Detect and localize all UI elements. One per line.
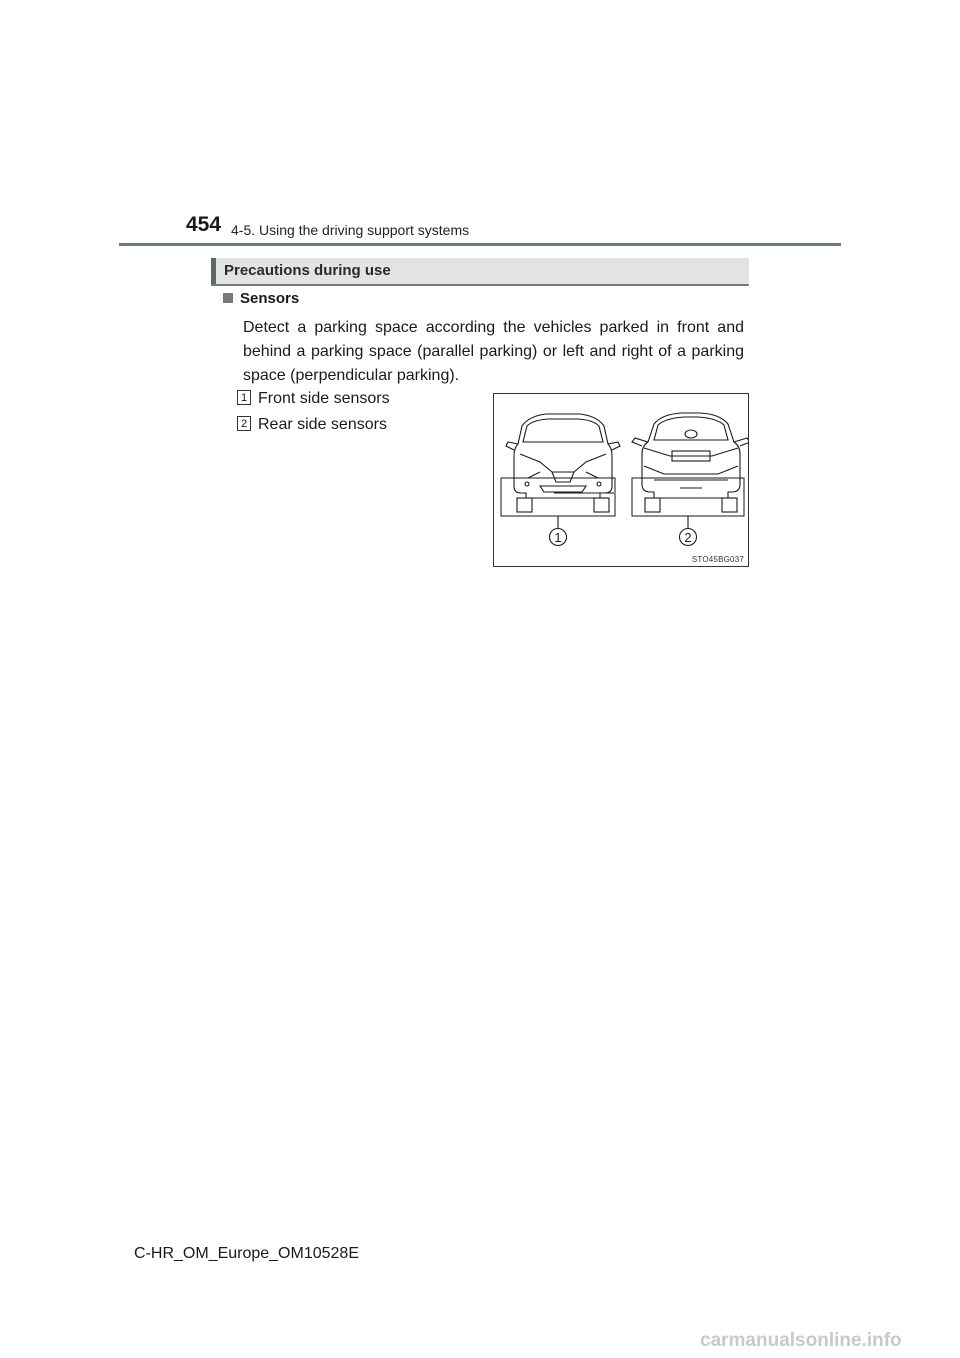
- legend-item-front-sensors: [237, 390, 390, 408]
- legend-number-1: 1: [237, 390, 251, 405]
- footer-document-id: C-HR_OM_Europe_OM10528E: [134, 1245, 359, 1262]
- rear-sensor-zone: [632, 478, 744, 516]
- callout-1: [550, 516, 567, 546]
- section-title-label: Precautions during use: [224, 262, 391, 279]
- sub-heading-label: Sensors: [240, 290, 300, 307]
- page-number: 454: [186, 213, 222, 236]
- legend-number-2: 2: [237, 416, 251, 431]
- sensor-figure: [493, 393, 749, 567]
- legend-label-1: Front side sensors: [258, 390, 390, 407]
- car-rear-view-icon: [632, 413, 748, 512]
- body-paragraph: Detect a parking space according the vehicles parked in front and behind a parking space (parallel parking) or left and right of a parking space (perpendicular parking).: [243, 319, 744, 384]
- car-front-view-icon: [506, 414, 620, 512]
- callout-2-label: 2: [684, 530, 692, 545]
- watermark: carmanualsonline.info: [700, 1330, 902, 1351]
- section-bar: [211, 258, 749, 286]
- section-title: 4-5. Using the driving support systems: [231, 222, 470, 238]
- car-sensor-illustration: [494, 394, 748, 566]
- legend-label-2: Rear side sensors: [258, 416, 387, 433]
- callout-1-label: 1: [554, 530, 562, 545]
- square-bullet-icon: [223, 293, 233, 303]
- header-rule: [119, 243, 841, 246]
- callout-2: [680, 516, 697, 546]
- sub-heading: [223, 290, 299, 307]
- section-bar-accent: [211, 258, 216, 284]
- front-sensor-zone: [501, 478, 615, 516]
- figure-code: STO45BG037: [691, 555, 744, 564]
- legend-item-rear-sensors: [237, 416, 387, 434]
